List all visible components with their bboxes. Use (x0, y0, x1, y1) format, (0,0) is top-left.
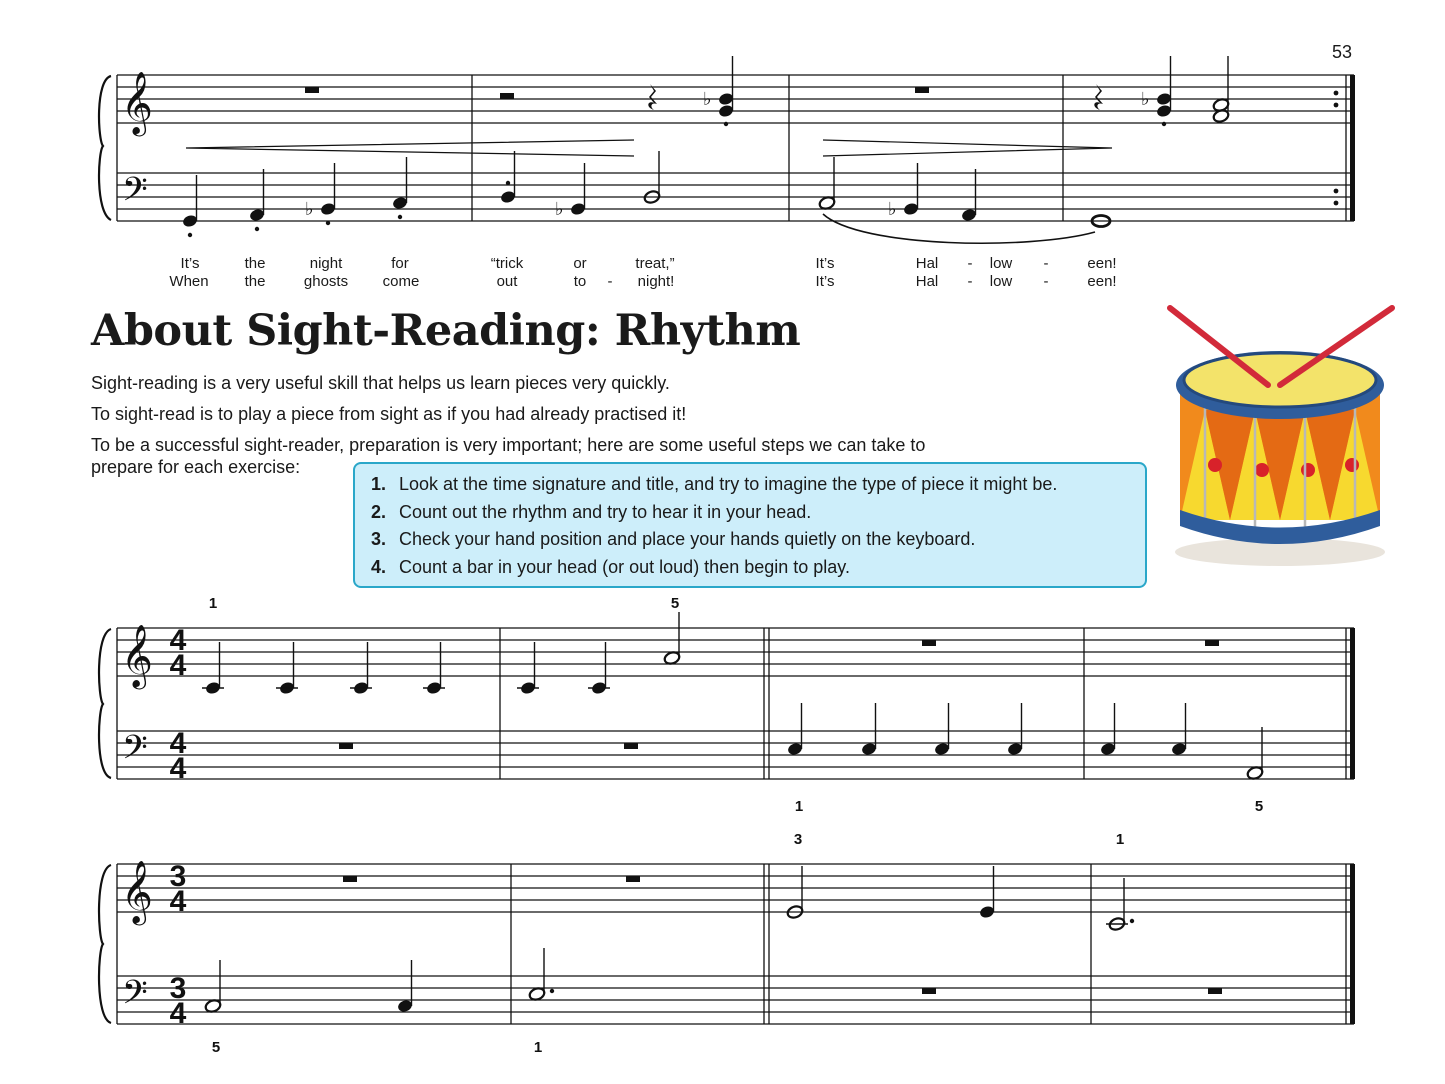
bass-clef-icon: 𝄢 (122, 975, 148, 1019)
paragraph: prepare for each exercise: (91, 457, 301, 477)
lyric-syllable: night! (637, 273, 675, 290)
time-signature-bottom: 4 (169, 885, 187, 918)
paragraph: Sight-reading is a very useful skill that helps us learn pieces very quickly. (91, 373, 670, 393)
time-signature-top: 3 (169, 972, 187, 1005)
bass-clef-icon: 𝄢 (122, 730, 148, 774)
time-signature-bottom: 4 (169, 997, 187, 1030)
treble-clef-icon: 𝄞 (121, 73, 153, 133)
lyric-syllable: “trick (490, 255, 524, 272)
fingering-number: 1 (208, 595, 218, 612)
steps-list (371, 471, 1145, 581)
lyric-syllable: low (989, 255, 1013, 272)
svg-text:♭: ♭ (555, 199, 564, 219)
step-number: 4. (371, 556, 387, 577)
exercise-1-score (0, 590, 1445, 830)
lyric-syllable: the (244, 255, 266, 272)
fingering-number: 3 (793, 831, 803, 848)
score-halloween (0, 0, 1445, 300)
paragraph: To sight-read is to play a piece from sight as if you had already practised it! (91, 404, 687, 424)
fingering-number: 5 (1254, 798, 1264, 815)
fingering-number: 1 (1115, 831, 1125, 848)
lyric-syllable: out (496, 273, 518, 290)
bass-clef-icon: 𝄢 (122, 172, 148, 216)
time-signature-top: 4 (169, 624, 187, 657)
step-item (371, 471, 1145, 499)
lyric-syllable: It’s (180, 255, 200, 272)
lyric-syllable: come (382, 273, 420, 290)
step-item (371, 554, 1145, 582)
step-text: Count out the rhythm and try to hear it in your head. (399, 501, 812, 522)
step-item (371, 499, 1145, 527)
lyric-syllable: for (391, 255, 409, 272)
fingering-number: 1 (794, 798, 804, 815)
snare-drum-icon (1160, 300, 1410, 570)
paragraph: To be a successful sight-reader, preparation is very important; here are some useful steps we can take to (91, 435, 926, 455)
lyric-syllable: - (967, 273, 973, 290)
svg-text:♭: ♭ (888, 199, 897, 219)
lyric-syllable: treat,” (635, 255, 675, 272)
lyric-syllable: Hal (915, 273, 939, 290)
lyric-syllable: Hal (915, 255, 939, 272)
fingering-number: 1 (533, 1039, 543, 1056)
lyric-syllable: night (309, 255, 343, 272)
lyric-syllable: It’s (815, 273, 835, 290)
lyric-syllable: When (169, 273, 209, 290)
lyric-syllable: ghosts (303, 273, 349, 290)
svg-text:♭: ♭ (305, 199, 314, 219)
step-text: Look at the time signature and title, and try to imagine the type of piece it might be. (399, 474, 1058, 494)
lyric-syllable: - (1043, 273, 1049, 290)
fingering-number: 5 (211, 1039, 221, 1056)
steps-box (353, 462, 1147, 588)
lyric-syllable: the (244, 273, 266, 290)
lyric-syllable: een! (1087, 273, 1117, 290)
treble-clef-icon: 𝄞 (121, 626, 153, 686)
step-number: 2. (371, 501, 387, 522)
lyric-syllable: It’s (815, 255, 835, 272)
lyric-syllable: - (607, 273, 613, 290)
svg-text:♭: ♭ (703, 89, 712, 109)
lyric-syllable: een! (1087, 255, 1117, 272)
step-number: 1. (371, 474, 387, 494)
lyric-syllable: - (967, 255, 973, 272)
lyric-syllable: or (573, 255, 587, 272)
time-signature-top: 3 (169, 860, 187, 893)
lyric-syllable: low (989, 273, 1013, 290)
svg-text:♭: ♭ (1141, 89, 1150, 109)
step-text: Count a bar in your head (or out loud) then begin to play. (399, 556, 850, 577)
step-text: Check your hand position and place your hands quietly on the keyboard. (399, 529, 976, 549)
lyric-syllable: - (1043, 255, 1049, 272)
time-signature-bottom: 4 (169, 649, 187, 682)
step-number: 3. (371, 529, 387, 549)
fingering-number: 5 (670, 595, 680, 612)
time-signature-top: 4 (169, 727, 187, 760)
page-number: 53 (1332, 42, 1353, 62)
exercise-2-score (0, 828, 1445, 1068)
step-item (371, 526, 1145, 554)
time-signature-bottom: 4 (169, 752, 187, 785)
section-heading: About Sight-Reading: Rhythm (91, 306, 801, 356)
treble-clef-icon: 𝄞 (121, 862, 153, 922)
lyric-syllable: to (573, 273, 587, 290)
